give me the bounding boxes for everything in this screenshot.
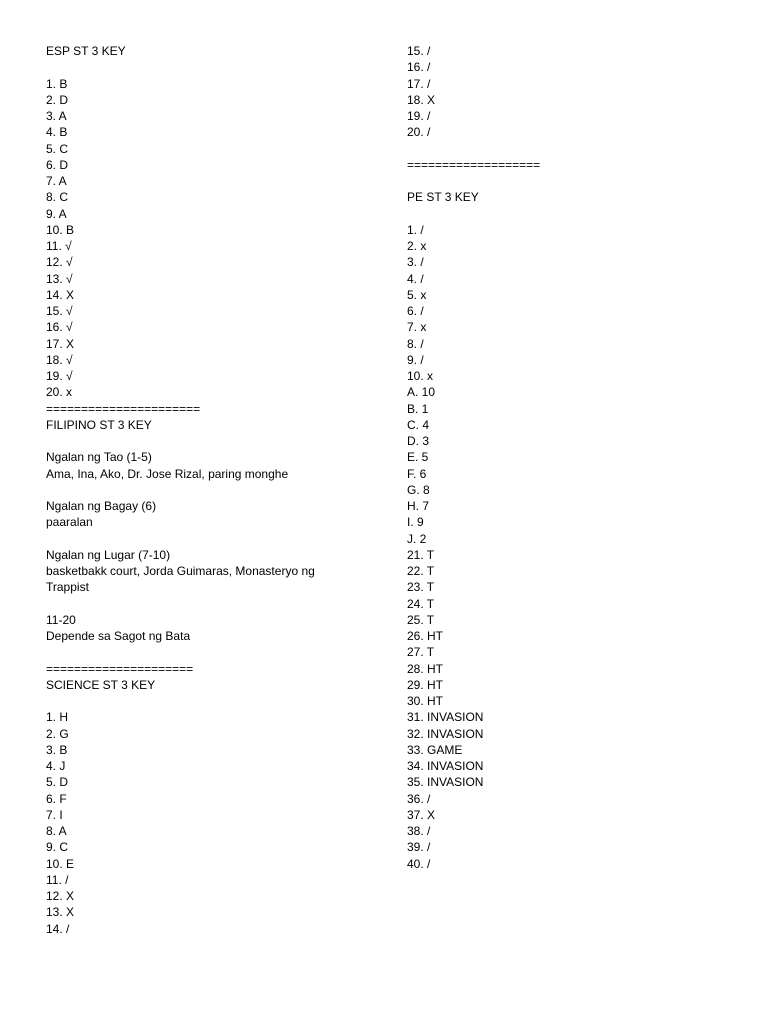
text-line: 27. T [407, 645, 435, 660]
blank-line [46, 59, 366, 75]
text-line: 8. C [46, 190, 69, 205]
text-line: 28. HT [407, 661, 444, 676]
text-line: 18. √ [46, 352, 73, 367]
text-line: 17. X [46, 336, 75, 351]
text-line: 30. HT [407, 694, 444, 708]
text-line: 24. T [407, 596, 435, 611]
text-line: 20. x [46, 385, 73, 400]
text-line: 15. / [407, 44, 431, 58]
text-line: paaralan [46, 515, 93, 530]
text-line: 29. HT [407, 677, 444, 692]
text-line: J. 2 [407, 531, 427, 546]
text-line: 37. X [407, 807, 436, 822]
text-line: basketbakk court, Jorda Guimaras, Monasteryo ng [46, 564, 315, 578]
blank-line [407, 173, 727, 189]
text-line: 1. H [46, 710, 69, 725]
text-line: C. 4 [407, 417, 430, 432]
text-line: 26. HT [407, 629, 444, 643]
blank-line [46, 596, 366, 612]
text-line: 2. G [46, 726, 69, 741]
left-column [46, 43, 366, 937]
text-line: A. 10 [407, 385, 436, 400]
text-line: 9. A [46, 206, 67, 221]
text-line: 34. INVASION [407, 759, 484, 773]
text-line: Depende sa Sagot ng Bata [46, 629, 191, 643]
text-line: 19. / [407, 109, 431, 123]
text-line: Ngalan ng Tao (1-5) [46, 450, 152, 465]
text-line: 11-20 [46, 612, 76, 627]
text-line: 35. INVASION [407, 775, 484, 790]
text-line: 11. / [46, 872, 69, 887]
text-line: 36. / [407, 791, 431, 806]
text-line: 4. / [407, 271, 424, 286]
text-line: 5. C [46, 141, 69, 156]
text-line: 3. A [46, 109, 67, 123]
text-line: 1. B [46, 76, 68, 91]
text-line: H. 7 [407, 499, 430, 513]
text-line: D. 3 [407, 434, 430, 448]
section-title: FILIPINO ST 3 KEY [46, 417, 152, 432]
text-line: 33. GAME [407, 742, 463, 757]
text-line: 12. X [46, 889, 75, 903]
text-line: 20. / [407, 125, 431, 140]
text-line: 16. √ [46, 320, 73, 335]
blank-line [407, 141, 727, 157]
text-line: 16. / [407, 60, 431, 75]
text-line: 14. X [46, 287, 75, 302]
section-divider: ====================== [46, 401, 201, 416]
text-line: 40. / [407, 856, 431, 871]
text-line: 5. x [407, 287, 427, 302]
text-line: 39. / [407, 840, 431, 855]
text-line: 25. T [407, 612, 435, 627]
section-divider: =================== [407, 157, 541, 172]
text-line: 10. x [407, 369, 434, 383]
section-title: ESP ST 3 KEY [46, 44, 126, 58]
blank-line [407, 206, 727, 222]
text-line: G. 8 [407, 482, 430, 497]
text-line: I. 9 [407, 515, 424, 530]
blank-line [46, 482, 366, 498]
text-line: 2. x [407, 239, 427, 253]
text-line: E. 5 [407, 450, 429, 465]
text-line: 10. E [46, 856, 75, 871]
text-line: 7. I [46, 807, 63, 822]
text-line: 9. / [407, 352, 424, 367]
text-line: 21. T [407, 547, 435, 562]
text-line: 8. A [46, 824, 67, 838]
text-line: 10. B [46, 222, 75, 237]
text-line: 32. INVASION [407, 726, 484, 741]
right-column [407, 43, 727, 872]
text-line: 5. D [46, 775, 69, 790]
blank-line [46, 433, 366, 449]
text-line: 13. X [46, 905, 75, 920]
text-line: F. 6 [407, 466, 427, 481]
text-line: 38. / [407, 824, 431, 838]
blank-line [46, 644, 366, 660]
text-line: 23. T [407, 580, 435, 595]
text-line: 2. D [46, 92, 69, 107]
blank-line [46, 693, 366, 709]
text-line: Trappist [46, 580, 89, 595]
text-line: 9. C [46, 840, 69, 855]
text-line: 4. B [46, 125, 68, 140]
blank-line [46, 531, 366, 547]
section-title: PE ST 3 KEY [407, 190, 479, 205]
text-line: 12. √ [46, 255, 73, 270]
text-line: 1. / [407, 222, 424, 237]
text-line: 6. D [46, 157, 69, 172]
text-line: 13. √ [46, 271, 73, 286]
text-line: 8. / [407, 336, 424, 351]
text-line: 6. / [407, 304, 424, 318]
text-line: 6. F [46, 791, 67, 806]
text-line: 18. X [407, 92, 436, 107]
text-line: 3. B [46, 742, 68, 757]
text-line: Ngalan ng Bagay (6) [46, 499, 157, 513]
text-line: 22. T [407, 564, 435, 578]
text-line: 4. J [46, 759, 66, 773]
text-line: 7. x [407, 320, 427, 335]
text-line: 19. √ [46, 369, 73, 383]
text-line: 31. INVASION [407, 710, 484, 725]
text-line: 11. √ [46, 239, 72, 253]
text-line: Ama, Ina, Ako, Dr. Jose Rizal, paring monghe [46, 466, 289, 481]
text-line: 7. A [46, 174, 67, 188]
text-line: 15. √ [46, 304, 73, 318]
text-line: 3. / [407, 255, 424, 270]
text-line: B. 1 [407, 401, 429, 416]
section-title: SCIENCE ST 3 KEY [46, 677, 156, 692]
text-line: Ngalan ng Lugar (7-10) [46, 547, 171, 562]
section-divider: ===================== [46, 661, 194, 676]
text-line: 14. / [46, 921, 70, 936]
text-line: 17. / [407, 76, 431, 91]
